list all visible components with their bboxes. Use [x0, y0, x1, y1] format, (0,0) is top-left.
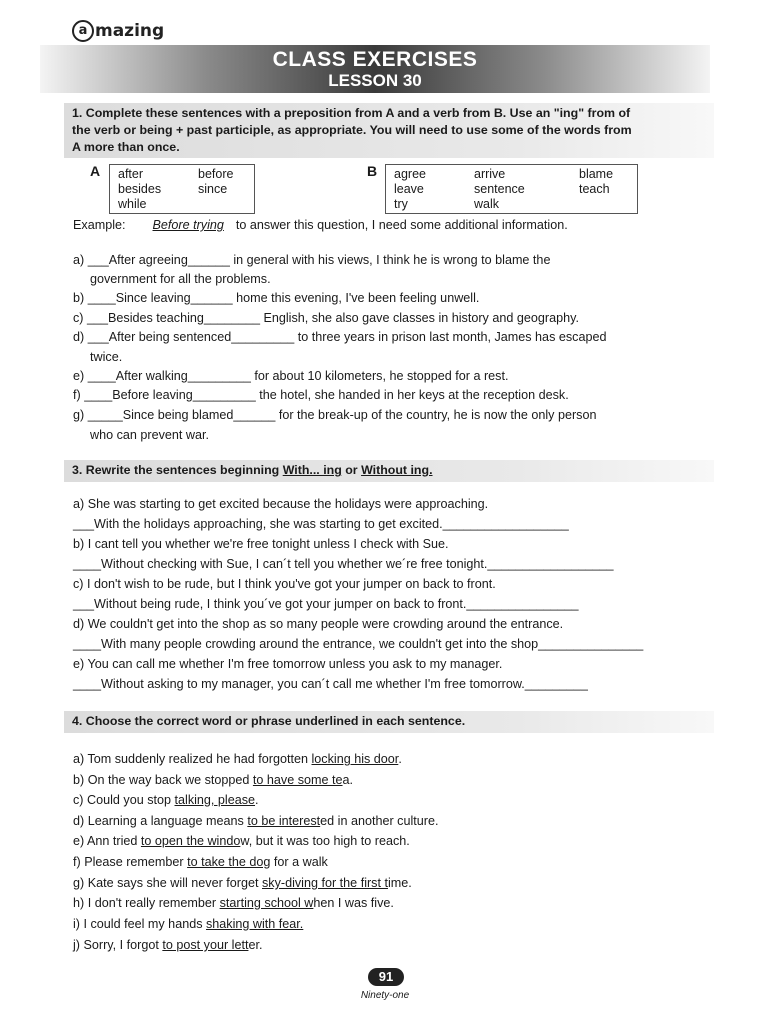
instruction-with: With... ing — [282, 463, 342, 477]
underlined-phrase: sky-diving for the first t — [262, 876, 388, 890]
word-b: agree — [394, 167, 426, 181]
choice-sentence — [73, 834, 410, 849]
choice-sentence — [73, 814, 438, 829]
word-a: since — [198, 182, 228, 196]
word-b: blame — [579, 167, 614, 181]
choice-sentence — [73, 876, 412, 891]
answer-line: d) ___After being sentenced_________ to three years in prison last month, James has escaped — [73, 330, 607, 344]
sentence-text: ime. — [387, 876, 412, 890]
instruction-line: A more than once. — [72, 140, 180, 154]
sentence-text: a) Tom suddenly realized he had forgotten — [73, 752, 312, 766]
sentence-text: j) Sorry, I forgot — [73, 938, 163, 952]
sentence-text: for a walk — [270, 855, 328, 869]
answer-line: twice. — [90, 350, 123, 364]
page-number-badge: 91 — [368, 968, 404, 986]
word-box-a — [109, 164, 255, 214]
choice-sentence — [73, 855, 328, 870]
choice-sentence — [73, 793, 259, 808]
choice-sentence — [73, 896, 394, 911]
word-box-b — [385, 164, 638, 214]
example-line — [73, 218, 568, 233]
logo-initial: a — [72, 20, 94, 42]
word-b: leave — [394, 182, 424, 196]
example-answer: Before trying — [152, 218, 224, 232]
example-rest: to answer this question, I need some additional information. — [235, 218, 568, 232]
word-b: sentence — [474, 182, 525, 196]
instruction-line: the verb or being + past participle, as appropriate. You will need to use some of the words from — [72, 123, 632, 137]
answer-line: who can prevent war. — [90, 428, 210, 442]
logo-text: mazing — [95, 21, 165, 41]
word-a: after — [118, 167, 144, 181]
word-b: teach — [579, 182, 610, 196]
sentence-text: ed in another culture. — [320, 814, 439, 828]
underlined-phrase: to open the windo — [140, 834, 241, 848]
instruction-text: or — [341, 463, 362, 477]
section3-instruction — [64, 460, 714, 482]
sentence-text: . — [398, 752, 402, 766]
word-b: walk — [474, 197, 500, 211]
answer-line: f) ____Before leaving_________ the hotel, she handed in her keys at the reception desk. — [73, 388, 569, 402]
sentence-text: . — [255, 793, 259, 807]
sentence-text: i) I could feel my hands — [73, 917, 206, 931]
rewritten-sentence: ___With the holidays approaching, she was starting to get excited.__________________ — [73, 517, 569, 531]
underlined-phrase: locking his door — [311, 752, 399, 766]
underlined-phrase: to post your lett — [162, 938, 249, 952]
underlined-phrase: shaking with fear. — [206, 917, 304, 931]
original-sentence: a) She was starting to get excited because the holidays were approaching. — [73, 497, 489, 511]
original-sentence: e) You can call me whether I'm free tomorrow unless you ask to my manager. — [73, 657, 503, 671]
sentence-text: c) Could you stop — [73, 793, 175, 807]
rewritten-sentence: ___Without being rude, I think you´ve got your jumper on back to front.________________ — [73, 597, 579, 611]
sentence-text: f) Please remember — [73, 855, 188, 869]
brand-logo — [72, 20, 164, 42]
answer-line: e) ____After walking_________ for about 10 kilometers, he stopped for a rest. — [73, 369, 509, 383]
instruction-text: 3. Rewrite the sentences beginning — [72, 463, 283, 477]
sentence-text: er. — [248, 938, 263, 952]
rewritten-sentence: ____With many people crowding around the entrance, we couldn't get into the shop_______________ — [73, 637, 644, 651]
answer-line: a) ___After agreeing______ in general with his views, I think he is wrong to blame the — [73, 253, 551, 267]
answer-line: government for all the problems. — [90, 272, 271, 286]
answer-line: b) ____Since leaving______ home this evening, I've been feeling unwell. — [73, 291, 480, 305]
sentence-text: d) Learning a language means — [73, 814, 248, 828]
page-number-words: Ninety-one — [360, 990, 410, 1001]
original-sentence: b) I cant tell you whether we're free tonight unless I check with Sue. — [73, 537, 449, 551]
word-a: while — [118, 197, 147, 211]
choice-sentence — [73, 752, 402, 767]
rewritten-sentence: ____Without asking to my manager, you can´t call me whether I'm free tomorrow._________ — [73, 677, 588, 691]
box-b-label: B — [367, 163, 378, 179]
word-a: before — [198, 167, 234, 181]
answer-line: c) ___Besides teaching________ English, she also gave classes in history and geography. — [73, 311, 579, 325]
word-b: try — [394, 197, 408, 211]
sentence-text: b) On the way back we stopped — [73, 773, 253, 787]
word-b: arrive — [474, 167, 506, 181]
underlined-phrase: to take the dog — [187, 855, 271, 869]
page-title: CLASS EXERCISES — [272, 48, 478, 71]
original-sentence: d) We couldn't get into the shop as so many people were crowding around the entrance. — [73, 617, 564, 631]
example-label: Example: — [73, 218, 126, 232]
sentence-text: a. — [342, 773, 354, 787]
underlined-phrase: talking, please — [174, 793, 256, 807]
section4-instruction — [64, 711, 714, 733]
title-banner — [40, 45, 710, 93]
sentence-text: hen I was five. — [313, 896, 394, 910]
rewritten-sentence: ____Without checking with Sue, I can´t tell you whether we´re free tonight.__________________ — [73, 557, 614, 571]
sentence-text: e) Ann tried — [73, 834, 141, 848]
underlined-phrase: to have some te — [252, 773, 343, 787]
answer-line: g) _____Since being blamed______ for the break-up of the country, he is now the only person — [73, 408, 597, 422]
original-sentence: c) I don't wish to be rude, but I think you've got your jumper on back to front. — [73, 577, 496, 591]
choice-sentence — [73, 773, 353, 788]
underlined-phrase: starting school w — [219, 896, 314, 910]
instruction-text: 4. Choose the correct word or phrase underlined in each sentence. — [72, 714, 466, 728]
box-a-label: A — [90, 163, 101, 179]
choice-sentence — [73, 917, 303, 932]
lesson-subtitle: LESSON 30 — [328, 71, 422, 90]
sentence-text: w, but it was too high to reach. — [240, 834, 410, 848]
choice-sentence — [73, 938, 262, 953]
sentence-text: h) I don't really remember — [73, 896, 220, 910]
underlined-phrase: to be interest — [247, 814, 321, 828]
section1-instruction — [64, 103, 714, 158]
sentence-text: g) Kate says she will never forget — [73, 876, 262, 890]
instruction-without: Without ing. — [361, 463, 433, 477]
instruction-line: 1. Complete these sentences with a preposition from A and a verb from B. Use an "ing" from of — [72, 106, 631, 120]
word-a: besides — [118, 182, 162, 196]
